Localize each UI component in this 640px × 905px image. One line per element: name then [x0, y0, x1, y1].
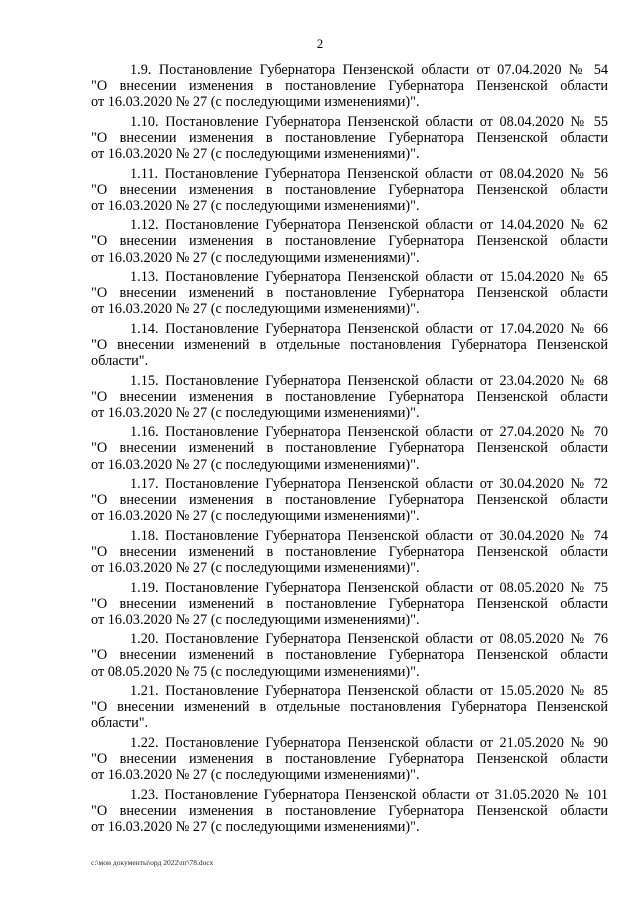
text-line: "О внесении изменения в постановление Губернатора Пензенской области — [91, 388, 608, 405]
list-item — [91, 424, 608, 473]
text-line: от 08.05.2020 № 75 (с последующими изменениями)". — [91, 663, 420, 680]
page-number: 2 — [316, 36, 324, 51]
text-line: "О внесении изменений в отдельные постановления Губернатора Пензенской — [91, 336, 608, 353]
text-line: от 16.03.2020 № 27 (с последующими изменениями)". — [91, 611, 420, 628]
text-line: от 16.03.2020 № 27 (с последующими изменениями)". — [91, 818, 420, 835]
text-line: от 16.03.2020 № 27 (с последующими изменениями)". — [91, 197, 420, 214]
text-line: 1.23. Постановление Губернатора Пензенской области от 31.05.2020 № 101 — [130, 786, 608, 803]
text-line: "О внесении изменений в отдельные постановления Губернатора Пензенской — [91, 699, 608, 716]
text-line: 1.9. Постановление Губернатора Пензенской области от 07.04.2020 № 54 — [130, 62, 608, 78]
text-line: 1.18. Постановление Губернатора Пензенской области от 30.04.2020 № 74 — [130, 527, 608, 544]
text-line: "О внесении изменений в постановление Губернатора Пензенской области — [91, 440, 608, 457]
text-line: 1.17. Постановление Губернатора Пензенской области от 30.04.2020 № 72 — [130, 476, 608, 492]
text-line: 1.10. Постановление Губернатора Пензенской области от 08.04.2020 № 55 — [130, 113, 608, 130]
list-item — [91, 114, 608, 163]
list-item — [91, 476, 608, 525]
text-line: от 16.03.2020 № 27 (с последующими изменениями)". — [91, 508, 420, 525]
text-line: от 16.03.2020 № 27 (с последующими изменениями)". — [91, 301, 420, 318]
document-body — [91, 62, 608, 838]
text-line: "О внесении изменения в постановление Губернатора Пензенской области — [91, 181, 608, 198]
text-line: 1.12. Постановление Губернатора Пензенской области от 14.04.2020 № 62 — [130, 217, 608, 234]
text-line: 1.15. Постановление Губернатора Пензенской области от 23.04.2020 № 68 — [130, 372, 608, 389]
text-line: "О внесении изменения в постановление Губернатора Пензенской области — [91, 750, 608, 767]
text-line: "О внесении изменения в постановление Губернатора Пензенской области — [91, 233, 608, 250]
list-item — [91, 631, 608, 680]
text-line: 1.22. Постановление Губернатора Пензенской области от 21.05.2020 № 90 — [130, 734, 608, 751]
text-line: 1.19. Постановление Губернатора Пензенской области от 08.05.2020 № 75 — [130, 579, 608, 596]
text-line: от 16.03.2020 № 27 (с последующими изменениями)". — [91, 560, 420, 577]
list-item — [91, 321, 608, 370]
text-line: "О внесении изменения в постановление Губернатора Пензенской области — [91, 492, 608, 509]
text-line: "О внесении изменений в постановление Губернатора Пензенской области — [91, 647, 608, 664]
text-line: "О внесении изменений в постановление Губернатора Пензенской области — [91, 595, 608, 612]
text-line: "О внесении изменений в постановление Губернатора Пензенской области — [91, 285, 608, 302]
text-line: области". — [91, 715, 149, 732]
text-line: 1.13. Постановление Губернатора Пензенской области от 15.04.2020 № 65 — [130, 269, 608, 285]
text-line: "О внесении изменения в постановление Губернатора Пензенской области — [91, 129, 608, 146]
list-item — [91, 62, 608, 111]
text-line: "О внесении изменений в постановление Губернатора Пензенской области — [91, 543, 608, 560]
list-item — [91, 683, 608, 732]
text-line: от 16.03.2020 № 27 (с последующими изменениями)". — [91, 146, 420, 163]
list-item — [91, 217, 608, 266]
text-line: области". — [91, 353, 149, 370]
text-line: "О внесении изменения в постановление Губернатора Пензенской области — [91, 802, 608, 819]
list-item — [91, 269, 608, 318]
list-item — [91, 735, 608, 784]
text-line: 1.14. Постановление Губернатора Пензенской области от 17.04.2020 № 66 — [130, 320, 608, 337]
text-line: 1.11. Постановление Губернатора Пензенской области от 08.04.2020 № 56 — [130, 165, 608, 182]
text-line: от 16.03.2020 № 27 (с последующими изменениями)". — [91, 404, 420, 421]
text-line: 1.21. Постановление Губернатора Пензенской области от 15.05.2020 № 85 — [130, 683, 608, 699]
text-line: "О внесении изменения в постановление Губернатора Пензенской области — [91, 78, 608, 95]
text-line: от 16.03.2020 № 27 (с последующими изменениями)". — [91, 456, 420, 473]
file-path-footer: c:\мои документы\орд 2022\пг\78.docx — [91, 858, 214, 867]
text-line: от 16.03.2020 № 27 (с последующими изменениями)". — [91, 767, 420, 784]
list-item — [91, 528, 608, 577]
list-item — [91, 787, 608, 836]
list-item — [91, 166, 608, 215]
text-line: 1.20. Постановление Губернатора Пензенской области от 08.05.2020 № 76 — [130, 631, 608, 648]
text-line: от 16.03.2020 № 27 (с последующими изменениями)". — [91, 249, 420, 266]
list-item — [91, 373, 608, 422]
text-line: от 16.03.2020 № 27 (с последующими изменениями)". — [91, 94, 420, 111]
text-line: 1.16. Постановление Губернатора Пензенской области от 27.04.2020 № 70 — [130, 424, 608, 441]
list-item — [91, 580, 608, 629]
